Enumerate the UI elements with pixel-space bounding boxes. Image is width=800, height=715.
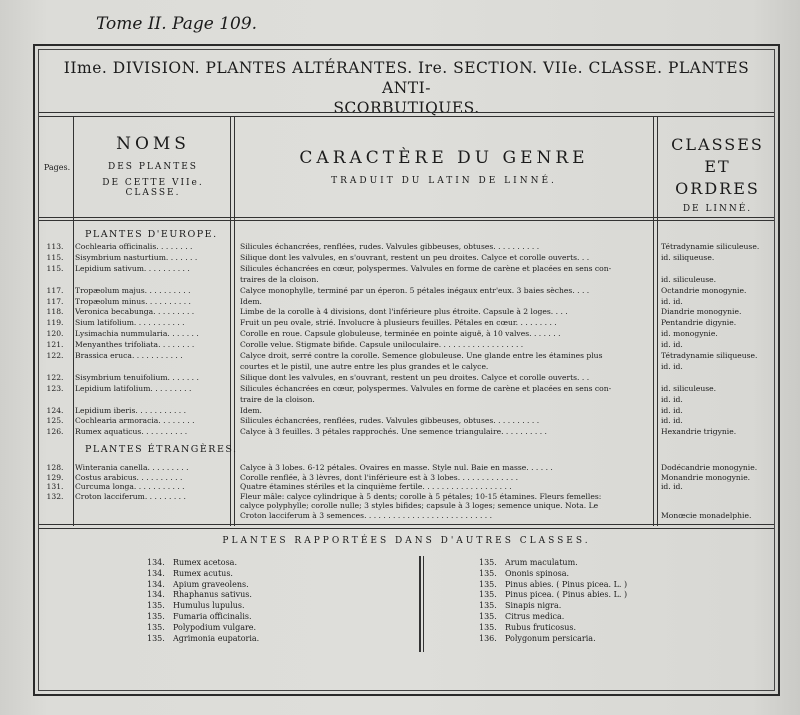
table-title (39, 58, 774, 118)
header-caractere-title: CARACTÈRE DU GENRE (299, 148, 589, 168)
table-inner-frame (38, 49, 775, 691)
row-page: 115. (46, 252, 64, 262)
row-page: 121. (46, 340, 64, 350)
row-character: Silicules échancrées en cœur, polyspermes. Valvules en forme de carène et placées en sens con- (240, 263, 612, 273)
row-character: Idem. (240, 296, 262, 306)
row-name: Lepidium sativum. . . . . . . . . . (75, 263, 190, 273)
list-item-name: Rhaphanus sativus. (173, 590, 252, 600)
list-item (147, 580, 249, 590)
row-classe: id. siliqueuse. (661, 252, 715, 262)
row-character: calyce polyphylle; corolle nulle; 3 styles bifides; capsule à 3 loges; semence unique. Nota. Le (240, 501, 599, 511)
row-page: 126. (46, 427, 64, 437)
row-character: Calyce droit, serré contre la corolle. Semence globuleuse. Une glande entre les étamines plus (240, 351, 603, 360)
row-page: 124. (46, 405, 64, 415)
row-name: Lysimachia nummularia. . . . . . . (75, 329, 199, 339)
row-classe: Hexandrie trigynie. (661, 427, 737, 437)
row-character: Idem. (240, 405, 262, 415)
column-divider-character-2 (657, 116, 658, 526)
list-item-page: 135. (147, 622, 165, 632)
row-character: Silicules échancrées en cœur, polyspermes. Valvules en forme de carène et placées en sens con- (240, 383, 612, 393)
list-item-name: Polygonum persicaria. (505, 633, 596, 643)
row-page: 131. (46, 482, 64, 492)
row-character: Fruit un peu ovale, strié. Involucre à plusieurs feuilles. Pétales en cœur. . . . . . . . . (240, 318, 557, 328)
header-classes-title1: CLASSES (671, 135, 764, 154)
list-item (147, 612, 252, 622)
row-classe: Monœcie monadelphie. (661, 511, 752, 520)
list-item-page: 134. (147, 579, 165, 589)
row-character: traire de la cloison. (240, 394, 315, 404)
row-character: Silique dont les valvules, en s'ouvrant, restent un peu droites. Calyce et corolle ouverts. . . (240, 252, 590, 262)
list-item (479, 612, 564, 622)
row-classe: id. id. (661, 394, 683, 404)
row-classe: Tétradynamie siliculeuse. (661, 242, 760, 251)
column-divider-character (653, 116, 654, 526)
list-item-page: 135. (147, 601, 165, 611)
header-noms-sub2: DE CETTE VIIe. CLASSE. (102, 178, 204, 198)
title-divider-2 (39, 116, 774, 117)
row-page: 113. (46, 242, 64, 251)
row-character: Silicules échancrées, renflées, rudes. Valvules gibbeuses, obtuses. . . . . . . . . . (240, 242, 540, 251)
list-item-name: Pinus picea. ( Pinus abies. L. ) (505, 590, 628, 600)
header-noms (75, 134, 231, 198)
list-item-page: 135. (479, 622, 497, 632)
row-classe: id. id. (661, 405, 683, 415)
page-header: Tome II. Page 109. (96, 14, 258, 34)
rapportees-divider-2 (39, 528, 774, 529)
row-classe: Tétradynamie siliqueuse. (661, 351, 758, 360)
row-name: Sisymbrium tenuifolium. . . . . . . (75, 372, 199, 382)
list-item-page: 135. (479, 601, 497, 611)
rapportees-column-divider-2 (423, 556, 424, 652)
list-item (147, 569, 233, 579)
row-classe: Monandrie monogynie. (661, 472, 751, 482)
row-name: Curcuma longa. . . . . . . . . . . (75, 482, 185, 492)
rapportees-divider (39, 524, 774, 525)
row-name: Lepidium iberis. . . . . . . . . . . (75, 405, 187, 415)
row-page: 115. (46, 263, 64, 273)
list-item (479, 634, 596, 644)
row-classe: Diandrie monogynie. (661, 307, 742, 317)
list-item (147, 634, 259, 644)
row-character: Corolle en roue. Capsule globuleuse, terminée en pointe aiguë, à 10 valves. . . . . . . (240, 329, 561, 339)
row-classe: id. siliculeuse. (661, 274, 717, 284)
list-item (147, 601, 245, 611)
header-noms-sub1: DES PLANTES (108, 162, 198, 172)
rapportees-title: PLANTES RAPPORTÉES DANS D'AUTRES CLASSES. (222, 536, 591, 546)
list-item-page: 134. (147, 568, 165, 578)
header-classes-sub: DE LINNÉ. (682, 204, 753, 214)
row-character: Calyce monophylle, terminé par un éperon. 5 pétales inégaux entr'eux. 3 baies sèches. . . . (240, 285, 590, 295)
table-frame (33, 44, 780, 696)
list-item-page: 135. (479, 558, 497, 567)
row-character: Calyce à 3 lobes. 6-12 pétales. Ovaires en masse. Style nul. Baie en masse. . . . . . (240, 463, 553, 472)
row-classe: id. monogynie. (661, 329, 718, 339)
header-caractere (235, 148, 653, 186)
row-name: Tropæolum majus. . . . . . . . . . (75, 285, 191, 295)
header-divider-2 (39, 220, 774, 221)
list-item-name: Agrimonia eupatoria. (173, 633, 260, 643)
list-item-page: 135. (479, 612, 497, 621)
row-character: courtes et le pistil, une autre entre les plus grandes et le calyce. (240, 361, 489, 371)
row-character: Calyce à 3 feuilles. 3 pétales rapprochés. Une semence triangulaire. . . . . . . . . . (240, 427, 547, 437)
list-item-page: 135. (147, 633, 165, 643)
row-name: Menyanthes trifoliata. . . . . . . . (75, 340, 195, 350)
row-page: 122. (46, 351, 64, 360)
list-item-name: Rumex acetosa. (173, 558, 237, 567)
list-item-name: Citrus medica. (505, 612, 565, 621)
row-page: 125. (46, 416, 64, 426)
header-classes-title2: ET ORDRES (675, 157, 760, 198)
header-noms-title: NOMS (116, 134, 190, 154)
row-character: Corolle renflée, à 3 lèvres, dont l'inférieure est à 3 lobes. . . . . . . . . . . . . (240, 472, 519, 482)
row-page: 118. (46, 307, 64, 317)
list-item (147, 558, 237, 568)
row-classe: Pentandrie digynie. (661, 318, 737, 328)
row-name: Winterania canella. . . . . . . . . (75, 463, 189, 472)
row-page: 120. (46, 329, 64, 339)
list-item-page: 135. (479, 590, 497, 600)
list-item-page: 135. (147, 612, 165, 621)
list-item (147, 590, 252, 600)
row-classe: id. id. (661, 296, 683, 306)
list-item-name: Arum maculatum. (505, 558, 578, 567)
row-classe: id. id. (661, 482, 683, 492)
list-item-name: Sinapis nigra. (505, 601, 562, 611)
list-item-name: Polypodium vulgare. (173, 622, 257, 632)
section-europe: PLANTES D'EUROPE. (85, 229, 218, 240)
row-character: Croton lacciferum à 3 semences. . . . . . . . . . . . . . . . . . . . . . . . . . . (240, 511, 493, 520)
list-item (479, 623, 576, 633)
row-page: 122. (46, 372, 64, 382)
list-item-page: 134. (147, 590, 165, 600)
list-item-page: 135. (479, 579, 497, 589)
row-name: Cochlearia officinalis. . . . . . . . (75, 242, 193, 251)
rapportees-column-divider (419, 556, 421, 652)
row-classe: id. id. (661, 416, 683, 426)
list-item-name: Fumaria officinalis. (173, 612, 252, 621)
row-name: Brassica eruca. . . . . . . . . . . (75, 351, 183, 360)
list-item-name: Rubus fruticosus. (505, 622, 577, 632)
list-item (479, 569, 569, 579)
list-item-page: 136. (479, 633, 497, 643)
title-divider (39, 112, 774, 113)
row-character: Limbe de la corolle à 4 divisions, dont l'inférieure plus étroite. Capsule à 2 loges. . . . (240, 307, 568, 317)
list-item-name: Apium graveolens. (173, 579, 249, 589)
list-item-page: 135. (479, 568, 497, 578)
row-name: Sium latifolium. . . . . . . . . . . (75, 318, 185, 328)
section-etrangeres: PLANTES ÉTRANGÈRES. (85, 444, 238, 455)
header-pages: Pages. (43, 163, 71, 172)
row-classe: Octandrie monogynie. (661, 285, 747, 295)
list-item (479, 590, 627, 600)
row-character: Silicules échancrées, renflées, rudes. Valvules gibbeuses, obtuses. . . . . . . . . . (240, 416, 540, 426)
row-character: traires de la cloison. (240, 274, 319, 284)
title-line-2: SCORBUTIQUES. (333, 99, 480, 117)
row-name: Costus arabicus. . . . . . . . . . (75, 472, 183, 482)
list-item-name: Humulus lupulus. (173, 601, 245, 611)
row-character: Silique dont les valvules, en s'ouvrant, restent un peu droites. Calyce et corolle ouverts. . . (240, 372, 590, 382)
row-name: Tropæolum minus. . . . . . . . . . (75, 296, 191, 306)
row-classe: id. id. (661, 340, 683, 350)
list-item (147, 623, 256, 633)
row-classe: id. siliculeuse. (661, 383, 717, 393)
header-caractere-sub: TRADUIT DU LATIN DE LINNÉ. (331, 176, 557, 186)
row-name: Veronica becabunga. . . . . . . . . (75, 307, 195, 317)
row-page: 117. (46, 285, 64, 295)
row-page: 128. (46, 463, 64, 472)
list-item-name: Rumex acutus. (173, 568, 233, 578)
row-character: Fleur mâle: calyce cylindrique à 5 dents; corolle à 5 pétales; 10-15 étamines. Fleurs femelles: (240, 491, 602, 501)
header-classes (659, 134, 776, 214)
list-item (479, 558, 578, 568)
list-item (479, 601, 561, 611)
row-page: 129. (46, 472, 64, 482)
row-classe: id. id. (661, 361, 683, 371)
row-page: 119. (46, 318, 64, 328)
list-item-name: Ononis spinosa. (505, 568, 570, 578)
row-name: Sisymbrium nasturtium. . . . . . . (75, 252, 198, 262)
row-page: 132. (46, 491, 64, 501)
list-item-page: 134. (147, 558, 165, 567)
row-name: Cochlearia armoracia. . . . . . . . (75, 416, 195, 426)
list-item (479, 580, 627, 590)
row-name: Croton lacciferum. . . . . . . . . (75, 491, 186, 501)
column-divider-pages (73, 116, 74, 526)
row-classe: Dodécandrie monogynie. (661, 463, 758, 472)
header-divider (39, 217, 774, 218)
row-name: Lepidium latifolium. . . . . . . . . (75, 383, 192, 393)
list-item-name: Pinus abies. ( Pinus picea. L. ) (505, 579, 628, 589)
row-name: Rumex aquaticus. . . . . . . . . . (75, 427, 188, 437)
row-page: 117. (46, 296, 64, 306)
row-character: Corolle velue. Stigmate bifide. Capsule uniloculaire. . . . . . . . . . . . . . . . . . (240, 340, 524, 350)
title-line-1: IIme. DIVISION. PLANTES ALTÉRANTES. Ire. SECTION. VIIe. CLASSE. PLANTES ANTI- (63, 59, 750, 97)
row-character: Quatre étamines stériles et la cinquième fertile. . . . . . . . . . . . . . . . . . . (240, 482, 512, 492)
row-page: 123. (46, 383, 64, 393)
